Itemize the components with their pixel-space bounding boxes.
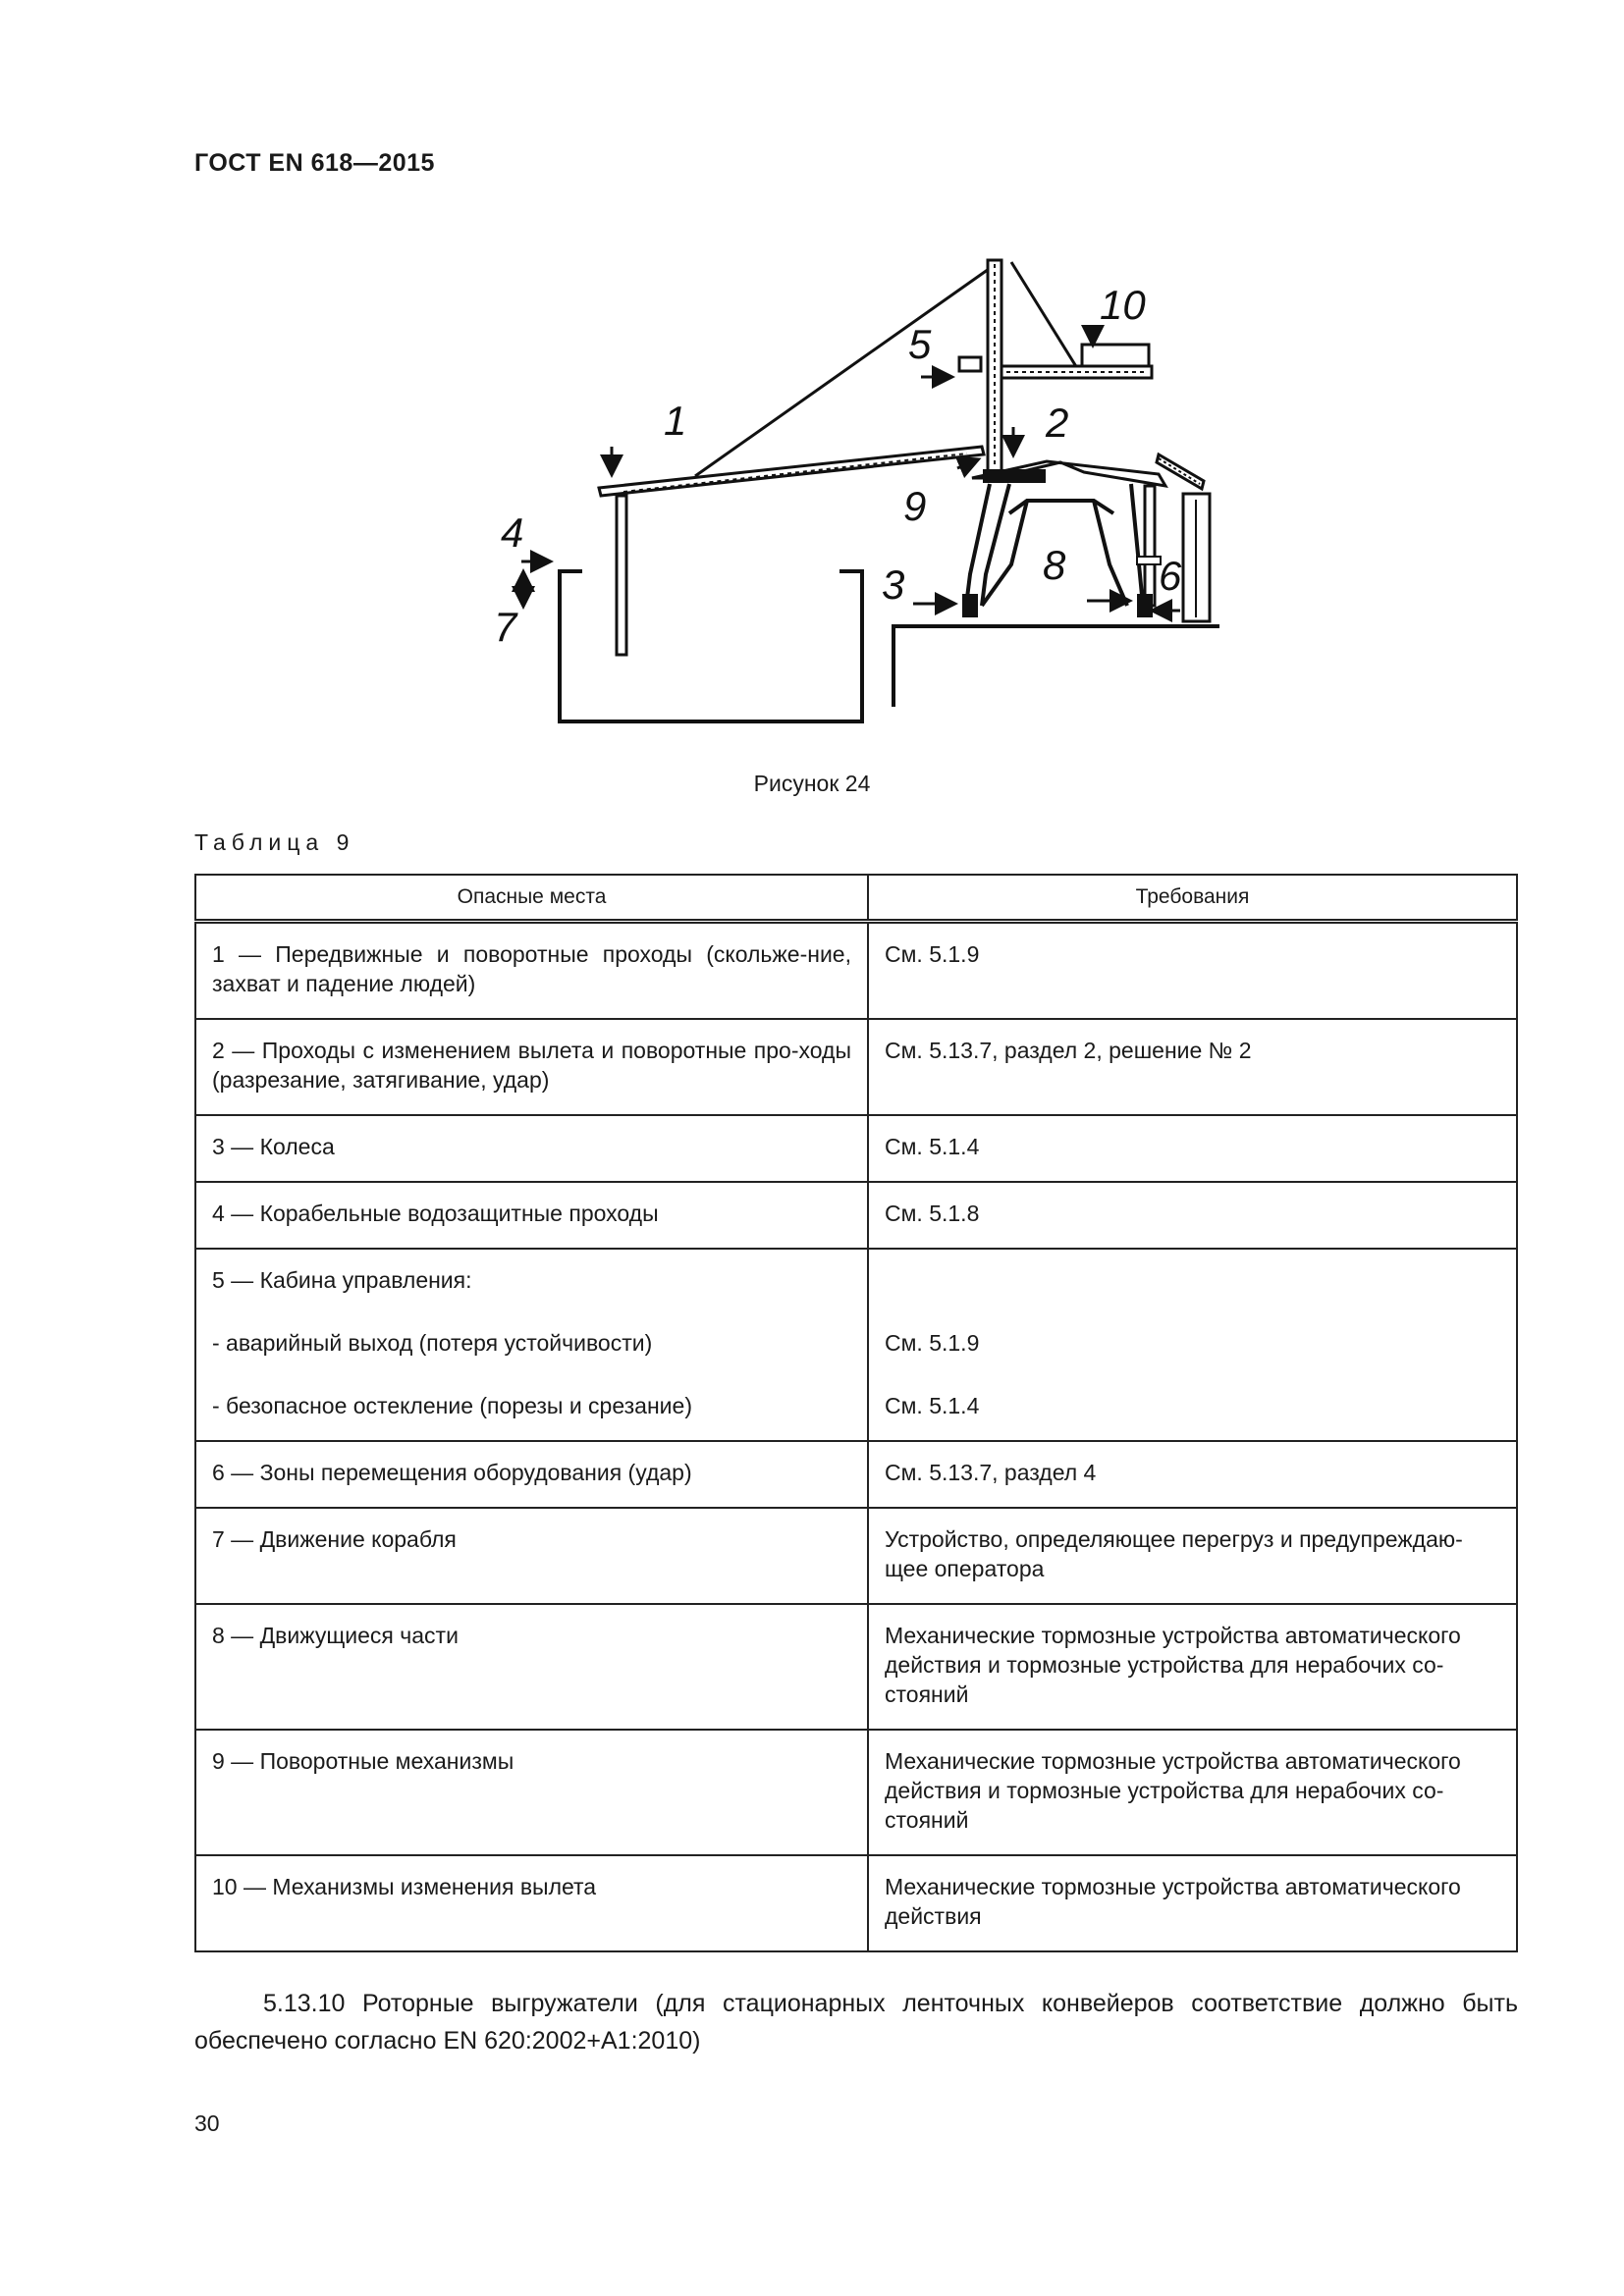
requirement-cell: См. 5.1.9: [868, 922, 1517, 1020]
hazard-cell: 10 — Механизмы изменения вылета: [195, 1855, 868, 1951]
requirement-cell: Механические тормозные устройства автоматического действия: [868, 1855, 1517, 1951]
column-header-requirements: Требования: [868, 875, 1517, 922]
figure-caption: Рисунок 24: [753, 771, 871, 796]
page-number: 30: [194, 2110, 220, 2136]
table-title: Таблица 9: [194, 829, 355, 855]
table-row: [195, 1604, 1517, 1730]
figure-label-2: 2: [1046, 400, 1069, 446]
hazard-cell: 8 — Движущиеся части: [195, 1604, 868, 1730]
hazard-cell: 9 — Поворотные механизмы: [195, 1730, 868, 1855]
hazard-cell: 1 — Передвижные и поворотные проходы (скольже-ние, захват и падение людей): [195, 922, 868, 1020]
table-row: [195, 1730, 1517, 1855]
hazard-cell: 2 — Проходы с изменением вылета и поворотные про-ходы (разрезание, затягивание, удар): [195, 1019, 868, 1115]
paragraph-text: 5.13.10 Роторные выгружатели (для стационарных ленточных конвейеров соответствие должно быть обеспечено согласно EN 620:2002+A1:2010): [194, 1990, 1518, 2055]
hazard-cell: 6 — Зоны перемещения оборудования (удар): [195, 1441, 868, 1508]
figure-label-3: 3: [882, 561, 905, 608]
requirement-cell: Механические тормозные устройства автоматического действия и тормозные устройства для нерабочих со-стояний: [868, 1604, 1517, 1730]
requirement-cell: См. 5.1.4: [868, 1115, 1517, 1182]
hazard-subitem: - безопасное остекление (порезы и срезание): [212, 1393, 692, 1418]
hazard-cell: 7 — Движение корабля: [195, 1508, 868, 1604]
figure-label-5: 5: [908, 321, 932, 367]
section-paragraph: [194, 1985, 1518, 2059]
requirement-cell: Устройство, определяющее перегруз и предупреждаю-щее оператора: [868, 1508, 1517, 1604]
table-header-row: [195, 875, 1517, 922]
crane-figure: [471, 240, 1237, 731]
figure-label-1: 1: [664, 398, 687, 444]
table-row: [195, 1441, 1517, 1508]
document-header: ГОСТ EN 618—2015: [194, 149, 435, 177]
column-header-hazards: Опасные места: [195, 875, 868, 922]
requirement-cell: См. 5.1.8: [868, 1182, 1517, 1249]
hazard-group-title: 5 — Кабина управления:: [212, 1267, 472, 1293]
requirement-cell: См. 5.13.7, раздел 4: [868, 1441, 1517, 1508]
requirement-cell: См. 5.13.7, раздел 2, решение № 2: [868, 1019, 1517, 1115]
figure-label-4: 4: [501, 509, 524, 556]
equipment-cabinet: [1183, 494, 1210, 621]
figure-label-10: 10: [1100, 282, 1146, 328]
figure-label-6: 6: [1159, 553, 1182, 599]
table-row: [195, 922, 1517, 1020]
hazard-subitem: - аварийный выход (потеря устойчивости): [212, 1330, 653, 1356]
figure-label-8: 8: [1043, 542, 1066, 588]
portal: [966, 461, 1165, 606]
table-row: [195, 1115, 1517, 1182]
figure-label-9: 9: [903, 483, 927, 529]
hazard-cell: 4 — Корабельные водозащитные проходы: [195, 1182, 868, 1249]
crane-drawing: [471, 240, 1237, 731]
figure-label-7: 7: [494, 604, 517, 650]
hazard-cell: 3 — Колеса: [195, 1115, 868, 1182]
hazard-cell: [195, 1249, 868, 1441]
table-row: [195, 1508, 1517, 1604]
requirement-group-blank: [885, 1265, 1500, 1295]
table-row: [195, 1182, 1517, 1249]
hazards-table: [194, 874, 1518, 1952]
quay: [893, 626, 1219, 707]
table-row: [195, 1249, 1517, 1441]
requirement-cell: [868, 1249, 1517, 1441]
ship-hull: [560, 571, 862, 721]
table-row: [195, 1019, 1517, 1115]
table-row: [195, 1855, 1517, 1951]
requirement-subitem: См. 5.1.9: [885, 1330, 980, 1356]
requirement-subitem: См. 5.1.4: [885, 1393, 980, 1418]
boom: [599, 447, 984, 655]
requirement-cell: Механические тормозные устройства автоматического действия и тормозные устройства для нерабочих со-стояний: [868, 1730, 1517, 1855]
